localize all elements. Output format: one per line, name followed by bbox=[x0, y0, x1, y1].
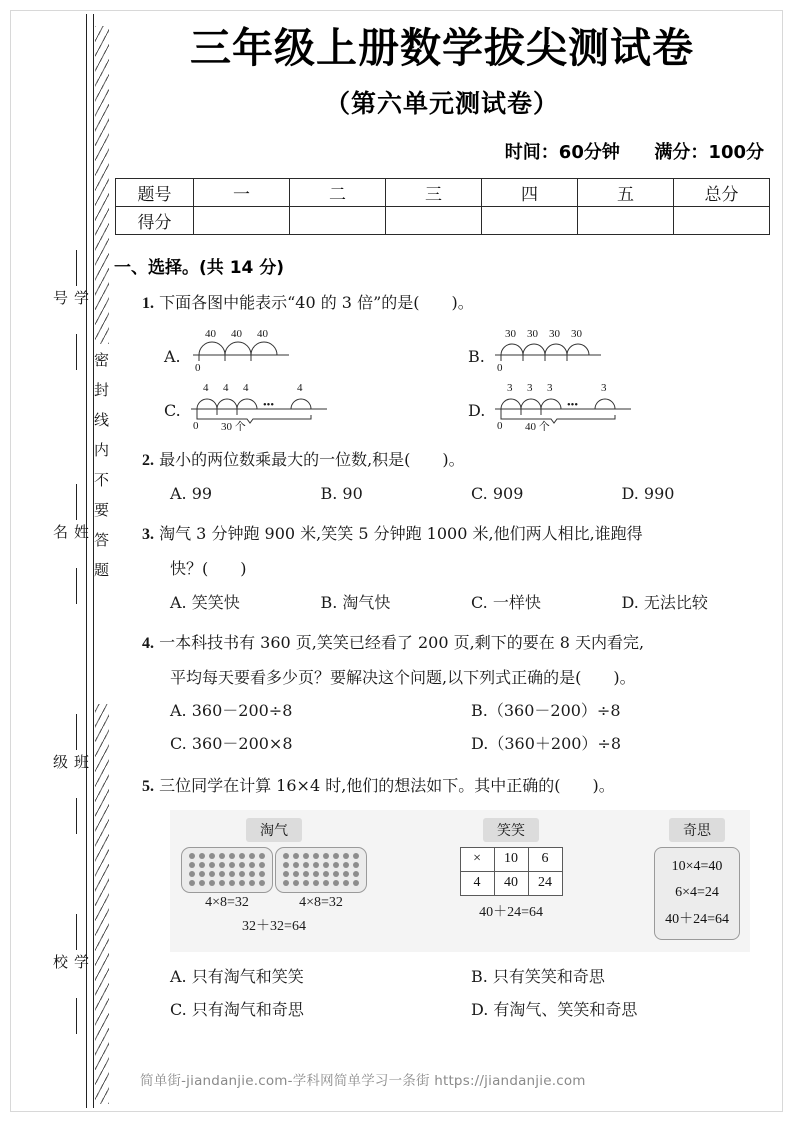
dot bbox=[249, 862, 255, 868]
score-table-score-row bbox=[116, 206, 770, 234]
dot bbox=[353, 880, 359, 886]
question-3-option-d[interactable]: D. 无法比较 bbox=[621, 592, 708, 612]
svg-text:0: 0 bbox=[192, 419, 199, 431]
panel-qisi-name: 奇思 bbox=[669, 818, 725, 842]
field-rule-lower bbox=[76, 568, 77, 604]
dot bbox=[313, 862, 319, 868]
dot bbox=[293, 862, 299, 868]
minitab-row-1 bbox=[460, 847, 562, 871]
svg-text:3: 3 bbox=[601, 381, 607, 394]
question-2-option-d[interactable]: D. 990 bbox=[621, 484, 675, 504]
option-letter-c: C. bbox=[164, 400, 181, 420]
dot bbox=[219, 862, 225, 868]
score-cell-2[interactable] bbox=[290, 206, 386, 234]
question-5-text: 三位同学在计算 16×4 时,他们的想法如下。其中正确的( )。 bbox=[159, 776, 615, 796]
svg-text:0: 0 bbox=[194, 361, 201, 373]
svg-text:40: 40 bbox=[256, 327, 268, 340]
dot bbox=[353, 853, 359, 859]
question-4-option-c[interactable]: C. 360－200×8 bbox=[170, 733, 293, 753]
dot bbox=[259, 880, 265, 886]
dot bbox=[333, 880, 339, 886]
panel-qisi bbox=[654, 818, 740, 941]
svg-text:4: 4 bbox=[222, 381, 229, 394]
dot bbox=[313, 871, 319, 877]
dot bbox=[283, 871, 289, 877]
dot bbox=[229, 880, 235, 886]
minitab-cell-r2c1: 4 bbox=[460, 871, 494, 895]
dot bbox=[229, 871, 235, 877]
dot bbox=[189, 880, 195, 886]
svg-text:30: 30 bbox=[548, 327, 560, 340]
dot bbox=[189, 871, 195, 877]
dot bbox=[303, 880, 309, 886]
dot bbox=[239, 880, 245, 886]
score-table-row-label-score: 得分 bbox=[116, 206, 194, 234]
question-1-text: 下面各图中能表示“40 的 3 倍”的是( )。 bbox=[159, 292, 474, 312]
exam-total-score-label: 满分：100分 bbox=[654, 141, 764, 163]
dot bbox=[259, 871, 265, 877]
dot bbox=[323, 880, 329, 886]
dot bbox=[293, 880, 299, 886]
dot bbox=[343, 880, 349, 886]
score-table-col-5: 五 bbox=[578, 178, 674, 206]
numberline-diagram-a bbox=[187, 325, 337, 373]
score-table-col-2: 二 bbox=[290, 178, 386, 206]
score-table-header-row bbox=[116, 178, 770, 206]
svg-text:0: 0 bbox=[496, 361, 503, 373]
dot bbox=[199, 853, 205, 859]
score-table-col-1: 一 bbox=[194, 178, 290, 206]
dot bbox=[259, 853, 265, 859]
dot bbox=[229, 862, 235, 868]
dot bbox=[313, 880, 319, 886]
svg-text:40: 40 bbox=[230, 327, 242, 340]
dot bbox=[343, 853, 349, 859]
dotgrid-right bbox=[281, 852, 361, 888]
minitab-cell-r1c2: 10 bbox=[494, 847, 528, 871]
question-4 bbox=[142, 628, 772, 659]
dot bbox=[303, 862, 309, 868]
question-3 bbox=[142, 519, 772, 550]
panel-qisi-line-3: 40＋24=64 bbox=[665, 911, 729, 927]
seal-line-strip bbox=[14, 14, 110, 1108]
dot bbox=[229, 853, 235, 859]
svg-text:4: 4 bbox=[296, 381, 303, 394]
option-letter-b: B. bbox=[468, 346, 485, 366]
panel-qisi-box bbox=[654, 847, 740, 941]
panel-xiaoxiao bbox=[460, 818, 563, 941]
panel-taoqi-eq-left: 4×8=32 bbox=[205, 894, 249, 910]
panel-taoqi-name: 淘气 bbox=[246, 818, 302, 842]
field-rule-upper bbox=[76, 484, 77, 520]
dot bbox=[333, 862, 339, 868]
question-1-diagram-row-1 bbox=[164, 325, 772, 373]
field-rule-upper bbox=[76, 714, 77, 750]
dot bbox=[293, 871, 299, 877]
question-1-diagram-row-2 bbox=[164, 379, 772, 431]
svg-text:•••: ••• bbox=[262, 399, 274, 411]
dot bbox=[249, 871, 255, 877]
svg-text:4: 4 bbox=[202, 381, 209, 394]
minitab-row-2 bbox=[460, 871, 562, 895]
dot bbox=[199, 862, 205, 868]
minitab-cell-r2c2: 40 bbox=[494, 871, 528, 895]
dot bbox=[259, 862, 265, 868]
numberline-diagram-d bbox=[491, 379, 681, 431]
question-5-option-c[interactable]: C. 只有淘气和奇思 bbox=[170, 999, 304, 1019]
panel-taoqi-eq-right: 4×8=32 bbox=[299, 894, 343, 910]
dot bbox=[189, 862, 195, 868]
score-cell-3[interactable] bbox=[386, 206, 482, 234]
panel-taoqi bbox=[180, 818, 368, 941]
panel-xiaoxiao-table bbox=[460, 847, 563, 896]
svg-text:30 个: 30 个 bbox=[220, 420, 246, 431]
dot bbox=[219, 871, 225, 877]
svg-text:3: 3 bbox=[507, 381, 513, 394]
dot bbox=[219, 853, 225, 859]
panel-xiaoxiao-name: 笑笑 bbox=[483, 818, 539, 842]
question-1-number: 1. bbox=[142, 294, 154, 312]
dot bbox=[249, 853, 255, 859]
field-label-student-id: 学号 bbox=[51, 290, 90, 311]
dot bbox=[283, 862, 289, 868]
question-4-text: 一本科技书有 360 页,笑笑已经看了 200 页,剩下的要在 8 天内看完, bbox=[159, 633, 645, 653]
seal-vertical-text: 密封线内不要答题 bbox=[92, 352, 110, 592]
footer-watermark: 简单街-jiandanjie.com-学科网简单学习一条街 https://jiandanjie.com bbox=[140, 1073, 586, 1089]
dot bbox=[333, 871, 339, 877]
question-5-option-a[interactable]: A. 只有淘气和笑笑 bbox=[170, 967, 304, 987]
panel-qisi-line-2: 6×4=24 bbox=[675, 885, 719, 901]
field-label-class: 班级 bbox=[51, 754, 90, 775]
question-3-number: 3. bbox=[142, 526, 154, 544]
minitab-cell-r1c1: × bbox=[460, 847, 494, 871]
dot bbox=[209, 853, 215, 859]
score-cell-4[interactable] bbox=[482, 206, 578, 234]
panel-taoqi-equations bbox=[180, 895, 368, 911]
field-rule-lower bbox=[76, 334, 77, 370]
question-1 bbox=[142, 288, 772, 319]
question-5-options-row-1 bbox=[170, 962, 772, 992]
score-table-col-total: 总分 bbox=[674, 178, 770, 206]
field-label-name: 姓名 bbox=[51, 524, 90, 545]
question-4-option-b[interactable]: B.（360－200）÷8 bbox=[471, 701, 621, 721]
score-cell-1[interactable] bbox=[194, 206, 290, 234]
dot bbox=[239, 853, 245, 859]
question-4-options-row-2 bbox=[170, 729, 772, 759]
question-3-text-line2: 快？( ) bbox=[170, 559, 247, 579]
dot bbox=[343, 862, 349, 868]
dot bbox=[189, 853, 195, 859]
question-3-options bbox=[170, 588, 772, 618]
option-letter-d: D. bbox=[468, 400, 486, 420]
dot bbox=[353, 871, 359, 877]
svg-text:3: 3 bbox=[547, 381, 553, 394]
dot bbox=[353, 862, 359, 868]
question-1-option-d[interactable] bbox=[468, 379, 772, 431]
question-2-option-c[interactable]: C. 909 bbox=[471, 484, 524, 504]
paper-content bbox=[112, 26, 772, 1025]
score-table-col-3: 三 bbox=[386, 178, 482, 206]
exam-meta bbox=[112, 138, 764, 164]
question-1-option-b[interactable] bbox=[468, 325, 772, 373]
dot bbox=[209, 880, 215, 886]
dot bbox=[303, 853, 309, 859]
question-3-text-line2-wrap bbox=[170, 554, 772, 584]
score-cell-5[interactable] bbox=[578, 206, 674, 234]
dot bbox=[323, 871, 329, 877]
seal-rule-outer bbox=[86, 14, 87, 1108]
dot bbox=[283, 880, 289, 886]
field-rule-upper bbox=[76, 914, 77, 950]
dot bbox=[239, 862, 245, 868]
svg-text:30: 30 bbox=[570, 327, 582, 340]
question-4-option-a[interactable]: A. 360－200÷8 bbox=[170, 701, 293, 721]
question-3-option-c[interactable]: C. 一样快 bbox=[471, 592, 541, 612]
question-4-text-line2-wrap bbox=[170, 663, 772, 693]
panel-taoqi-eq-sum: 32＋32=64 bbox=[242, 918, 306, 934]
dot bbox=[249, 880, 255, 886]
question-4-options-row-1 bbox=[170, 696, 772, 726]
dot bbox=[323, 862, 329, 868]
panel-xiaoxiao-eq-sum: 40＋24=64 bbox=[479, 904, 543, 920]
score-table bbox=[115, 178, 770, 235]
question-2-options bbox=[170, 479, 772, 509]
page-title: 三年级上册数学拔尖测试卷 bbox=[190, 24, 694, 72]
page-subtitle: （第六单元测试卷） bbox=[324, 88, 559, 118]
svg-text:0: 0 bbox=[497, 419, 503, 431]
question-5-option-d[interactable]: D. 有淘气、笑笑和奇思 bbox=[471, 999, 638, 1019]
question-2-option-a[interactable]: A. 99 bbox=[170, 484, 213, 504]
section-heading-1: 一、选择。(共 14 分) bbox=[114, 257, 285, 278]
dotgrid-box-right bbox=[275, 847, 367, 893]
question-4-text-line2: 平均每天要看多少页？要解决这个问题,以下列式正确的是( )。 bbox=[170, 667, 636, 687]
field-rule-lower bbox=[76, 798, 77, 834]
question-2-number: 2. bbox=[142, 451, 154, 469]
numberline-diagram-b bbox=[491, 325, 651, 373]
svg-text:40: 40 bbox=[204, 327, 216, 340]
minitab-cell-r2c3: 24 bbox=[528, 871, 562, 895]
svg-text:4: 4 bbox=[242, 381, 249, 394]
dot bbox=[343, 871, 349, 877]
dot bbox=[209, 871, 215, 877]
dot bbox=[323, 853, 329, 859]
svg-text:30: 30 bbox=[504, 327, 516, 340]
question-1-option-c[interactable] bbox=[164, 379, 468, 431]
question-5-panels bbox=[170, 810, 750, 953]
question-3-option-b[interactable]: B. 淘气快 bbox=[320, 592, 391, 612]
question-5 bbox=[142, 771, 772, 802]
seal-hatch-top bbox=[95, 26, 109, 344]
svg-text:3: 3 bbox=[527, 381, 533, 394]
question-2-text: 最小的两位数乘最大的一位数,积是( )。 bbox=[159, 449, 465, 469]
dot bbox=[219, 880, 225, 886]
question-4-option-d[interactable]: D.（360＋200）÷8 bbox=[471, 733, 622, 753]
question-3-option-a[interactable]: A. 笑笑快 bbox=[170, 592, 240, 612]
dot bbox=[283, 853, 289, 859]
option-letter-a: A. bbox=[164, 346, 181, 366]
dot bbox=[333, 853, 339, 859]
panel-qisi-line-1: 10×4=40 bbox=[671, 858, 723, 874]
dot bbox=[313, 853, 319, 859]
field-rule-lower bbox=[76, 998, 77, 1034]
dot bbox=[239, 871, 245, 877]
score-table-row-label-question: 题号 bbox=[116, 178, 194, 206]
svg-text:40 个: 40 个 bbox=[525, 420, 551, 431]
seal-hatch-bottom bbox=[95, 704, 109, 1104]
dot bbox=[209, 862, 215, 868]
score-table-col-4: 四 bbox=[482, 178, 578, 206]
score-cell-total[interactable] bbox=[674, 206, 770, 234]
numberline-diagram-c bbox=[187, 379, 377, 431]
svg-text:30: 30 bbox=[526, 327, 538, 340]
minitab-cell-r1c3: 6 bbox=[528, 847, 562, 871]
dotgrid-left bbox=[187, 852, 267, 888]
question-2-option-b[interactable]: B. 90 bbox=[320, 484, 363, 504]
question-5-number: 5. bbox=[142, 778, 154, 796]
dotgrid-box-left bbox=[181, 847, 273, 893]
field-label-school: 学校 bbox=[51, 954, 90, 975]
dot bbox=[199, 880, 205, 886]
question-2 bbox=[142, 445, 772, 476]
question-5-option-b[interactable]: B. 只有笑笑和奇思 bbox=[471, 967, 605, 987]
exam-time-label: 时间：60分钟 bbox=[504, 141, 620, 163]
panel-taoqi-dotgrids bbox=[180, 847, 368, 893]
dot bbox=[199, 871, 205, 877]
dot bbox=[303, 871, 309, 877]
question-4-number: 4. bbox=[142, 635, 154, 653]
svg-text:•••: ••• bbox=[567, 399, 579, 411]
question-3-text: 淘气 3 分钟跑 900 米,笑笑 5 分钟跑 1000 米,他们两人相比,谁跑得 bbox=[159, 524, 643, 544]
field-rule-upper bbox=[76, 250, 77, 286]
question-5-options-row-2 bbox=[170, 995, 772, 1025]
question-1-option-a[interactable] bbox=[164, 325, 468, 373]
dot bbox=[293, 853, 299, 859]
